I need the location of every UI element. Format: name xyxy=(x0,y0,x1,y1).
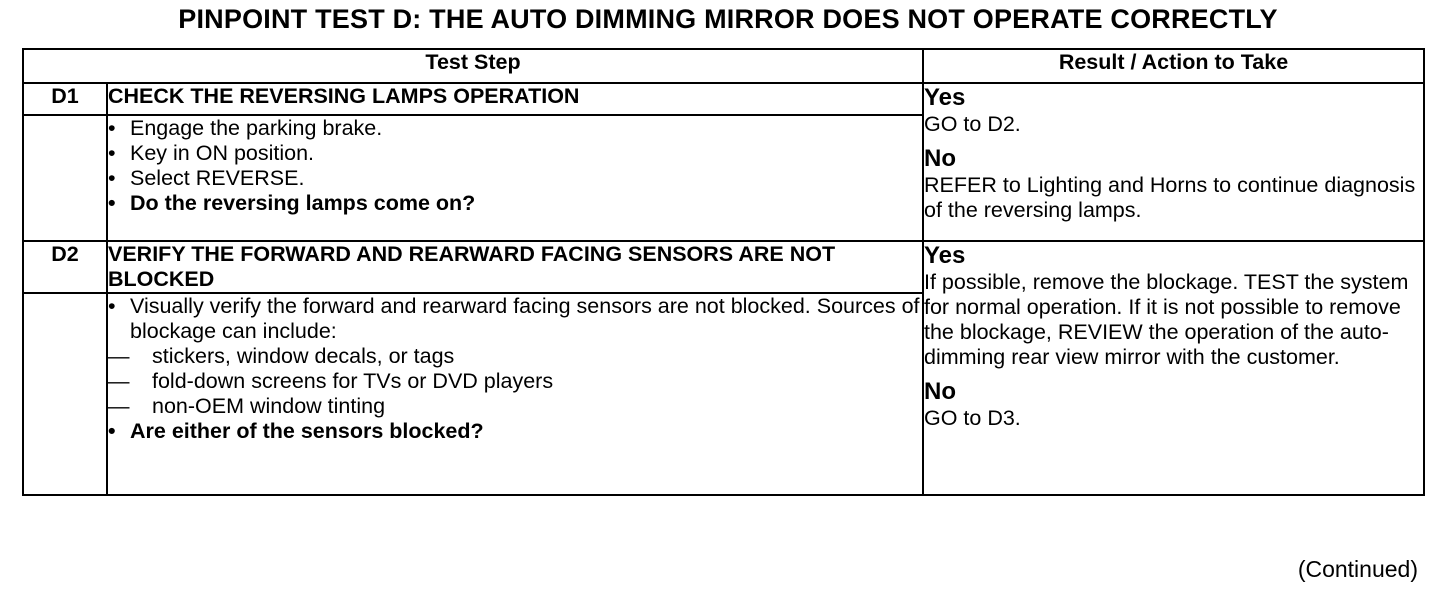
list-item xyxy=(108,294,922,419)
step-bullet-list xyxy=(108,116,922,216)
continued-note: (Continued) xyxy=(1297,556,1418,582)
step-question: • Do the reversing lamps come on? xyxy=(108,191,922,216)
yes-label: Yes xyxy=(924,242,966,269)
table-header-row xyxy=(23,49,1424,83)
step-d1-title-row xyxy=(23,83,1424,115)
step-question: • Are either of the sensors blocked? xyxy=(108,419,922,444)
step-code-spacer xyxy=(23,115,107,241)
blockage-source-list xyxy=(130,344,922,419)
yes-label: Yes xyxy=(924,84,966,111)
step-bullet-list xyxy=(108,294,922,444)
no-label: No xyxy=(924,378,956,405)
step-body-d2 xyxy=(107,293,923,495)
step-code-d2: D2 xyxy=(23,241,107,293)
step-code-d1: D1 xyxy=(23,83,107,115)
bullet-text: Visually verify the forward and rearward facing sensors are not blocked. Sources of blockage can include: xyxy=(130,294,920,343)
list-item: • Key in ON position. xyxy=(108,141,922,166)
list-item: • Engage the parking brake. xyxy=(108,116,922,141)
no-text: GO to D3. xyxy=(924,406,1021,430)
list-item: — fold-down screens for TVs or DVD players xyxy=(130,369,922,394)
step-code-spacer xyxy=(23,293,107,495)
page-title: PINPOINT TEST D: THE AUTO DIMMING MIRROR DOES NOT OPERATE CORRECTLY xyxy=(178,4,1278,34)
result-d1 xyxy=(923,83,1424,241)
no-label: No xyxy=(924,145,956,172)
yes-text: If possible, remove the blockage. TEST the system for normal operation. If it is not possible to remove the blockage, REVIEW the operation of the auto-dimming rear view mirror with the customer. xyxy=(924,270,1409,369)
pinpoint-test-table xyxy=(22,48,1425,496)
result-d2 xyxy=(923,241,1424,495)
yes-text: GO to D2. xyxy=(924,112,1021,136)
header-test-step: Test Step xyxy=(23,49,923,83)
step-body-d1 xyxy=(107,115,923,241)
step-d2-title-row xyxy=(23,241,1424,293)
step-name-d2: VERIFY THE FORWARD AND REARWARD FACING SENSORS ARE NOT BLOCKED xyxy=(107,241,923,293)
header-result: Result / Action to Take xyxy=(923,49,1424,83)
step-name-d1: CHECK THE REVERSING LAMPS OPERATION xyxy=(107,83,923,115)
list-item: • Select REVERSE. xyxy=(108,166,922,191)
result-yes-d1 xyxy=(924,84,1423,137)
no-text: REFER to Lighting and Horns to continue diagnosis of the reversing lamps. xyxy=(924,173,1416,222)
list-item: — non-OEM window tinting xyxy=(130,394,922,419)
result-no-d2 xyxy=(924,378,1423,431)
result-yes-d2 xyxy=(924,242,1423,370)
list-item: — stickers, window decals, or tags xyxy=(130,344,922,369)
result-no-d1 xyxy=(924,145,1423,223)
